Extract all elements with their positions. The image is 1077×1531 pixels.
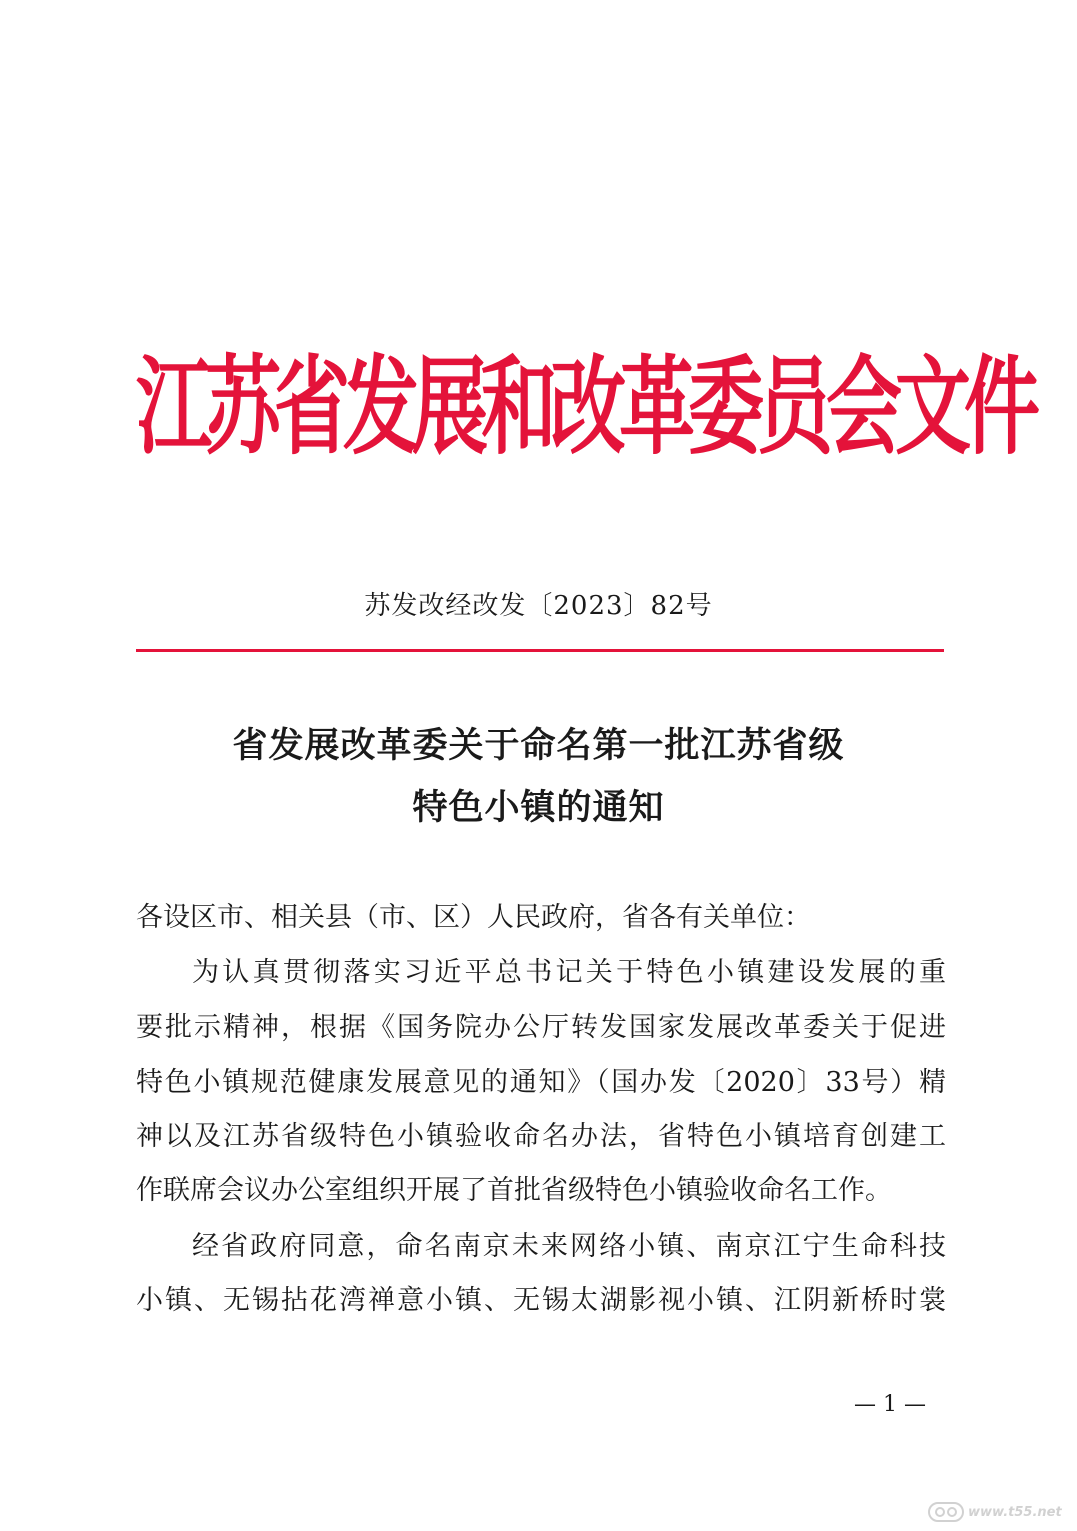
notice-title-line-1: 省发展改革委关于命名第一批江苏省级 [232, 726, 845, 766]
paragraph-2-line: 小镇、无锡拈花湾禅意小镇、无锡太湖影视小镇、江阴新桥时裳 [136, 1285, 946, 1316]
document-number: 苏发改经改发〔2023〕82号 [364, 591, 713, 621]
site-watermark [928, 1498, 1070, 1526]
paragraph-1-line: 神以及江苏省级特色小镇验收命名办法，省特色小镇培育创建工 [136, 1121, 946, 1152]
watermark-logo-icon [928, 1501, 964, 1523]
paragraph-1-line: 特色小镇规范健康发展意见的通知》（国办发〔2020〕33号）精 [136, 1067, 946, 1098]
addressee: 各设区市、相关县（市、区）人民政府，省各有关单位： [136, 902, 811, 933]
red-separator-line [136, 649, 944, 652]
paragraph-2-line: 经省政府同意，命名南京未来网络小镇、南京江宁生命科技 [192, 1231, 946, 1262]
paragraph-1-line: 要批示精神，根据《国务院办公厅转发国家发展改革委关于促进 [136, 1012, 946, 1043]
watermark-text: www.t55.net [968, 1504, 1062, 1520]
page-number: — 1 — [854, 1392, 926, 1417]
notice-title-line-2: 特色小镇的通知 [412, 788, 665, 828]
issuing-authority-header: 江苏省发展和改革委员会文件 [136, 344, 1033, 469]
paragraph-1-line: 作联席会议办公室组织开展了首批省级特色小镇验收命名工作。 [136, 1175, 892, 1206]
paragraph-1-line: 为认真贯彻落实习近平总书记关于特色小镇建设发展的重 [192, 957, 946, 988]
